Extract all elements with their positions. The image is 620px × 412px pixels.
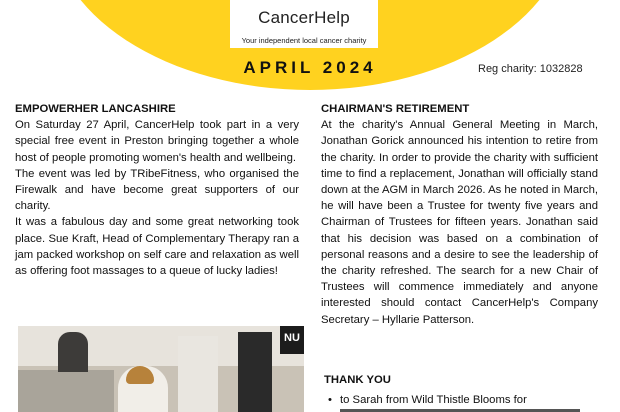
logo-tagline: Your independent local cancer charity <box>241 36 367 45</box>
empowerher-paragraph-1: On Saturday 27 April, CancerHelp took part in a very special free event in Preston bringing together a whole host of people promoting women's health and wellbeing. <box>15 119 299 164</box>
left-column <box>15 101 299 279</box>
bullet-icon: • <box>328 394 332 406</box>
empowerher-paragraph-2: The event was led by TRibeFitness, who organised the Firewalk and have become great supporters of our charity. <box>15 167 299 213</box>
right-column <box>321 101 598 328</box>
logo-name: CancerHelp <box>258 8 350 27</box>
photo-gravel <box>18 370 114 412</box>
retirement-heading: CHAIRMAN'S RETIREMENT <box>321 103 470 115</box>
empowerher-heading: EMPOWERHER LANCASHIRE <box>15 103 176 115</box>
issue-date: APRIL 2024 <box>243 58 377 77</box>
cancerhelp-logo <box>230 0 378 48</box>
thank-you-item <box>328 392 598 408</box>
retirement-paragraph: At the charity's Annual General Meeting in March, Jonathan Gorick announced his intention to retire from the charity. In order to provide the charity with sufficient time to find a replacement, Jonathan will officially stand down at the AGM in March 2026. As he noted in March, he will have been a Trustee for twenty five years and Chairman of Trustees for fifteen years. Jonathan said that his decision was based on a combination of personal reasons and a desire to see the leadership of the charity refreshed. The search for a new Chair of Trustees will commence immediately and anyone interested should contact CancerHelp's Company Secretary – Hyllarie Patterson. <box>321 119 598 326</box>
photo-sign-text: NU <box>284 332 300 344</box>
photo-sign <box>280 326 304 354</box>
cut-off-text-line <box>340 408 598 412</box>
empowerher-paragraph-3: It was a fabulous day and some great networking took place. Sue Kraft, Head of Complementary Therapy ran a jam packed workshop on self care and relaxation as well as offering foot massages to a queue of lucky ladies! <box>15 216 299 278</box>
reg-charity-number: Reg charity: 1032828 <box>478 63 583 75</box>
photo-person <box>178 336 218 412</box>
thank-you-heading: THANK YOU <box>324 374 391 386</box>
event-photo <box>18 326 304 412</box>
thank-you-item-text: to Sarah from Wild Thistle Blooms for <box>339 394 527 406</box>
photo-person <box>58 332 88 372</box>
photo-person <box>238 332 272 412</box>
